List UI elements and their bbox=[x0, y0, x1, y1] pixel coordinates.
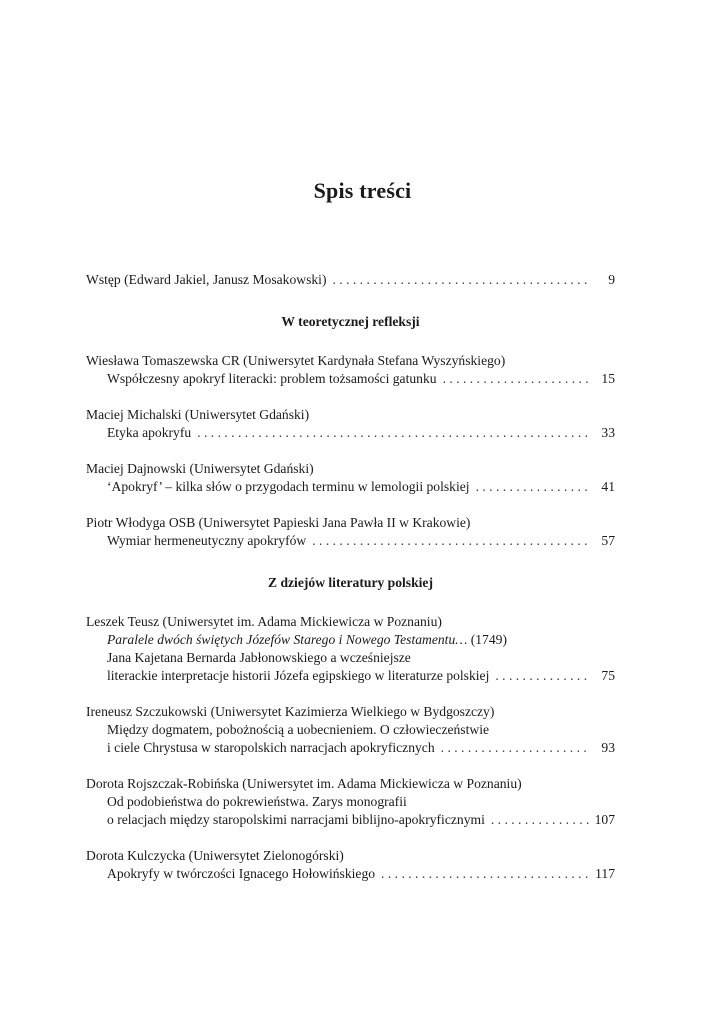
dot-leader bbox=[491, 811, 589, 829]
toc-entry-title: Współczesny apokryf literacki: problem tożsamości gatunku bbox=[107, 371, 437, 386]
toc-entry-title-line: Od podobieństwa do pokrewieństwa. Zarys monografii bbox=[107, 794, 407, 809]
toc-entry-title-line: o relacjach między staropolskimi narracjami biblijno-apokryficznymi bbox=[107, 812, 485, 827]
toc-entry bbox=[86, 847, 615, 883]
dot-leader bbox=[443, 370, 591, 388]
toc-entry bbox=[86, 352, 615, 388]
dot-leader bbox=[197, 424, 591, 442]
dot-leader bbox=[332, 271, 591, 289]
toc-entry-title-line: literackie interpretacje historii Józefa egipskiego w literaturze polskiej bbox=[107, 668, 490, 683]
toc-entry-author: Ireneusz Szczukowski (Uniwersytet Kazimierza Wielkiego w Bydgoszczy) bbox=[86, 704, 495, 719]
page-number: 15 bbox=[601, 371, 615, 386]
toc-entry-italic-title: Paralele dwóch świętych Józefów Starego i Nowego Testamentu… bbox=[107, 632, 468, 647]
toc-entry-title: Apokryfy w twórczości Ignacego Hołowińskiego bbox=[107, 866, 376, 881]
toc-entry-author: Piotr Włodyga OSB (Uniwersytet Papieski Jana Pawła II w Krakowie) bbox=[86, 515, 471, 530]
section-heading: W teoretycznej refleksji bbox=[281, 314, 420, 329]
dot-leader bbox=[495, 667, 591, 685]
page-number: 57 bbox=[601, 533, 615, 548]
page-number: 41 bbox=[601, 479, 615, 494]
page-number: 107 bbox=[594, 812, 615, 827]
page-title: Spis treści bbox=[313, 178, 412, 203]
toc-entry-author: Leszek Teusz (Uniwersytet im. Adama Mickiewicza w Poznaniu) bbox=[86, 614, 442, 629]
page-number: 117 bbox=[595, 866, 615, 881]
toc-entry-year: (1749) bbox=[467, 632, 507, 647]
toc-entry-title: ‘Apokryf’ – kilka słów o przygodach terminu w lemologii polskiej bbox=[107, 479, 470, 494]
page-number: 9 bbox=[608, 272, 615, 287]
toc-entry-title: Etyka apokryfu bbox=[107, 425, 192, 440]
toc-entry-author: Dorota Rojszczak-Robińska (Uniwersytet im. Adama Mickiewicza w Poznaniu) bbox=[86, 776, 522, 791]
dot-leader bbox=[381, 865, 589, 883]
toc-entry-title: Wstęp (Edward Jakiel, Janusz Mosakowski) bbox=[86, 272, 327, 287]
toc-entry bbox=[86, 460, 615, 496]
toc-entry-author: Maciej Dajnowski (Uniwersytet Gdański) bbox=[86, 461, 314, 476]
page-number: 93 bbox=[601, 740, 615, 755]
toc-entry-title-line: i ciele Chrystusa w staropolskich narracjach apokryficznych bbox=[107, 740, 435, 755]
page-number: 33 bbox=[601, 425, 615, 440]
dot-leader bbox=[312, 532, 591, 550]
section-heading: Z dziejów literatury polskiej bbox=[268, 575, 433, 590]
toc-entry-author: Dorota Kulczycka (Uniwersytet Zielonogórski) bbox=[86, 848, 344, 863]
toc-entry-title: Wymiar hermeneutyczny apokryfów bbox=[107, 533, 307, 548]
toc-entry bbox=[86, 775, 615, 829]
dot-leader bbox=[476, 478, 591, 496]
toc-entry bbox=[86, 613, 615, 685]
toc-entry bbox=[86, 406, 615, 442]
table-of-contents bbox=[86, 271, 615, 901]
toc-entry bbox=[86, 703, 615, 757]
toc-entry-author: Maciej Michalski (Uniwersytet Gdański) bbox=[86, 407, 310, 422]
toc-entry-intro bbox=[86, 271, 615, 289]
dot-leader bbox=[441, 739, 591, 757]
toc-entry-title-line: Jana Kajetana Bernarda Jabłonowskiego a wcześniejsze bbox=[107, 650, 411, 665]
toc-entry-title-line: Między dogmatem, pobożnością a uobecnieniem. O człowieczeństwie bbox=[107, 722, 489, 737]
page-number: 75 bbox=[601, 668, 615, 683]
toc-entry-author: Wiesława Tomaszewska CR (Uniwersytet Kardynała Stefana Wyszyńskiego) bbox=[86, 353, 506, 368]
toc-entry bbox=[86, 514, 615, 550]
